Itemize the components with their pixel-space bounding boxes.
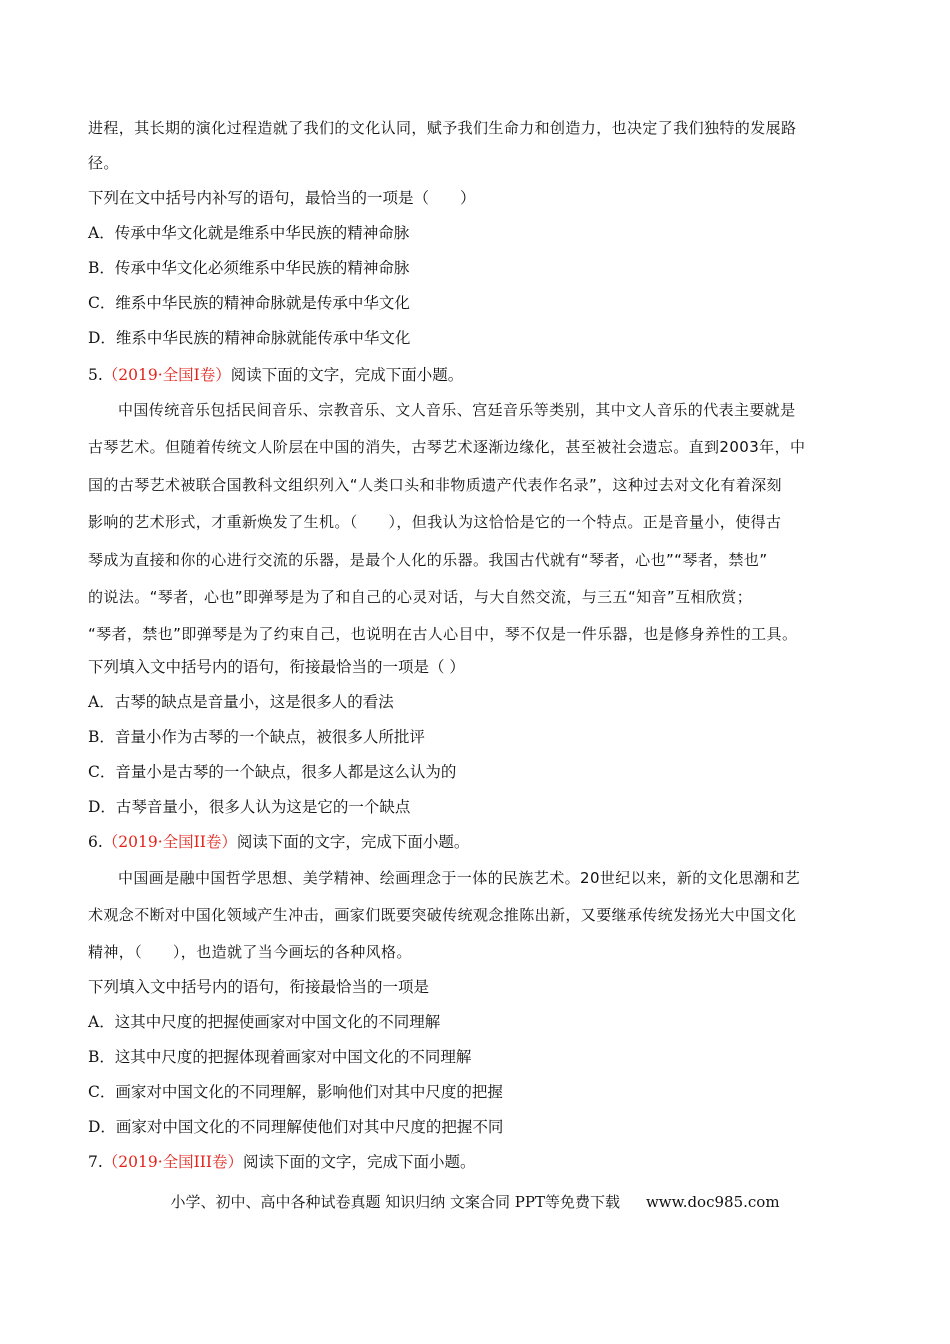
q6-option-a: A．这其中尺度的把握使画家对中国文化的不同理解 xyxy=(88,1013,441,1031)
footer-url[interactable]: www.doc985.com xyxy=(645,1193,780,1211)
q6-prompt: 下列填入文中括号内的语句，衔接最恰当的一项是 xyxy=(88,978,430,996)
q5-heading xyxy=(88,365,463,385)
q5-passage-line-5: 琴成为直接和你的心进行交流的乐器，是最个人化的乐器。我国古代就有“琴者，心也”“琴者，禁也” xyxy=(88,551,768,569)
q4-option-c: C．维系中华民族的精神命脉就是传承中华文化 xyxy=(88,294,410,312)
q5-instruction: 阅读下面的文字，完成下面小题。 xyxy=(230,366,464,384)
q4-option-a: A．传承中华文化就是维系中华民族的精神命脉 xyxy=(88,224,410,242)
q5-passage-line-3: 国的古琴艺术被联合国教科文组织列入“人类口头和非物质遗产代表作名录”，这种过去对文化有着深刻 xyxy=(88,476,782,494)
q5-prompt: 下列填入文中括号内的语句，衔接最恰当的一项是（ ） xyxy=(88,658,465,676)
q6-heading xyxy=(88,832,469,852)
q5-passage-line-6: 的说法。“琴者，心也”即弹琴是为了和自己的心灵对话，与大自然交流，与三五“知音”互相欣赏； xyxy=(88,588,753,606)
q5-passage-line-7: “琴者，禁也”即弹琴是为了约束自己，也说明在古人心目中，琴不仅是一件乐器，也是修身养性的工具。 xyxy=(88,625,798,643)
q4-option-b: B．传承中华文化必须维系中华民族的精神命脉 xyxy=(88,259,410,277)
footer-text: 小学、初中、高中各种试卷真题 知识归纳 文案合同 PPT等免费下载 xyxy=(170,1193,620,1211)
intro-line-1: 进程，其长期的演化过程造就了我们的文化认同，赋予我们生命力和创造力，也决定了我们独特的发展路 xyxy=(88,119,797,137)
q4-prompt: 下列在文中括号内补写的语句，最恰当的一项是（ ） xyxy=(88,189,476,207)
q5-passage-line-1: 中国传统音乐包括民间音乐、宗教音乐、文人音乐、宫廷音乐等类别，其中文人音乐的代表主要就是 xyxy=(118,401,796,419)
q5-option-d: D．古琴音量小，很多人认为这是它的一个缺点 xyxy=(88,798,411,816)
q5-option-a: A．古琴的缺点是音量小，这是很多人的看法 xyxy=(88,693,394,711)
q5-source: （2019·全国I卷） xyxy=(102,366,231,384)
q6-passage-line-2: 术观念不断对中国化领域产生冲击，画家们既要突破传统观念推陈出新，又要继承传统发扬光大中国文化 xyxy=(88,906,797,924)
q7-source: （2019·全国III卷） xyxy=(102,1153,244,1171)
q6-number: 6. xyxy=(88,833,103,851)
q7-heading xyxy=(88,1152,476,1172)
q6-option-d: D．画家对中国文化的不同理解使他们对其中尺度的把握不同 xyxy=(88,1118,504,1136)
q6-passage-line-1: 中国画是融中国哲学思想、美学精神、绘画理念于一体的民族艺术。20世纪以来，新的文化思潮和艺 xyxy=(118,869,801,887)
q5-passage-line-4: 影响的艺术形式，才重新焕发了生机。（ ），但我认为这恰恰是它的一个特点。正是音量小，使得古 xyxy=(88,513,782,531)
q7-instruction: 阅读下面的文字，完成下面小题。 xyxy=(243,1153,476,1171)
q5-option-c: C．音量小是古琴的一个缺点，很多人都是这么认为的 xyxy=(88,763,457,781)
q7-number: 7. xyxy=(88,1153,103,1171)
q5-option-b: B．音量小作为古琴的一个缺点，被很多人所批评 xyxy=(88,728,425,746)
page-footer xyxy=(0,1191,950,1212)
q6-source: （2019·全国II卷） xyxy=(102,833,237,851)
q5-passage-line-2: 古琴艺术。但随着传统文人阶层在中国的消失，古琴艺术逐渐边缘化，甚至被社会遗忘。直到2003年，中 xyxy=(88,438,806,456)
q5-number: 5. xyxy=(88,366,103,384)
q4-option-d: D．维系中华民族的精神命脉就能传承中华文化 xyxy=(88,329,411,347)
q6-passage-line-3: 精神，（ ），也造就了当今画坛的各种风格。 xyxy=(88,943,412,961)
q6-option-c: C．画家对中国文化的不同理解，影响他们对其中尺度的把握 xyxy=(88,1083,503,1101)
intro-line-2: 径。 xyxy=(88,154,119,172)
q6-option-b: B．这其中尺度的把握体现着画家对中国文化的不同理解 xyxy=(88,1048,472,1066)
q6-instruction: 阅读下面的文字，完成下面小题。 xyxy=(236,833,470,851)
